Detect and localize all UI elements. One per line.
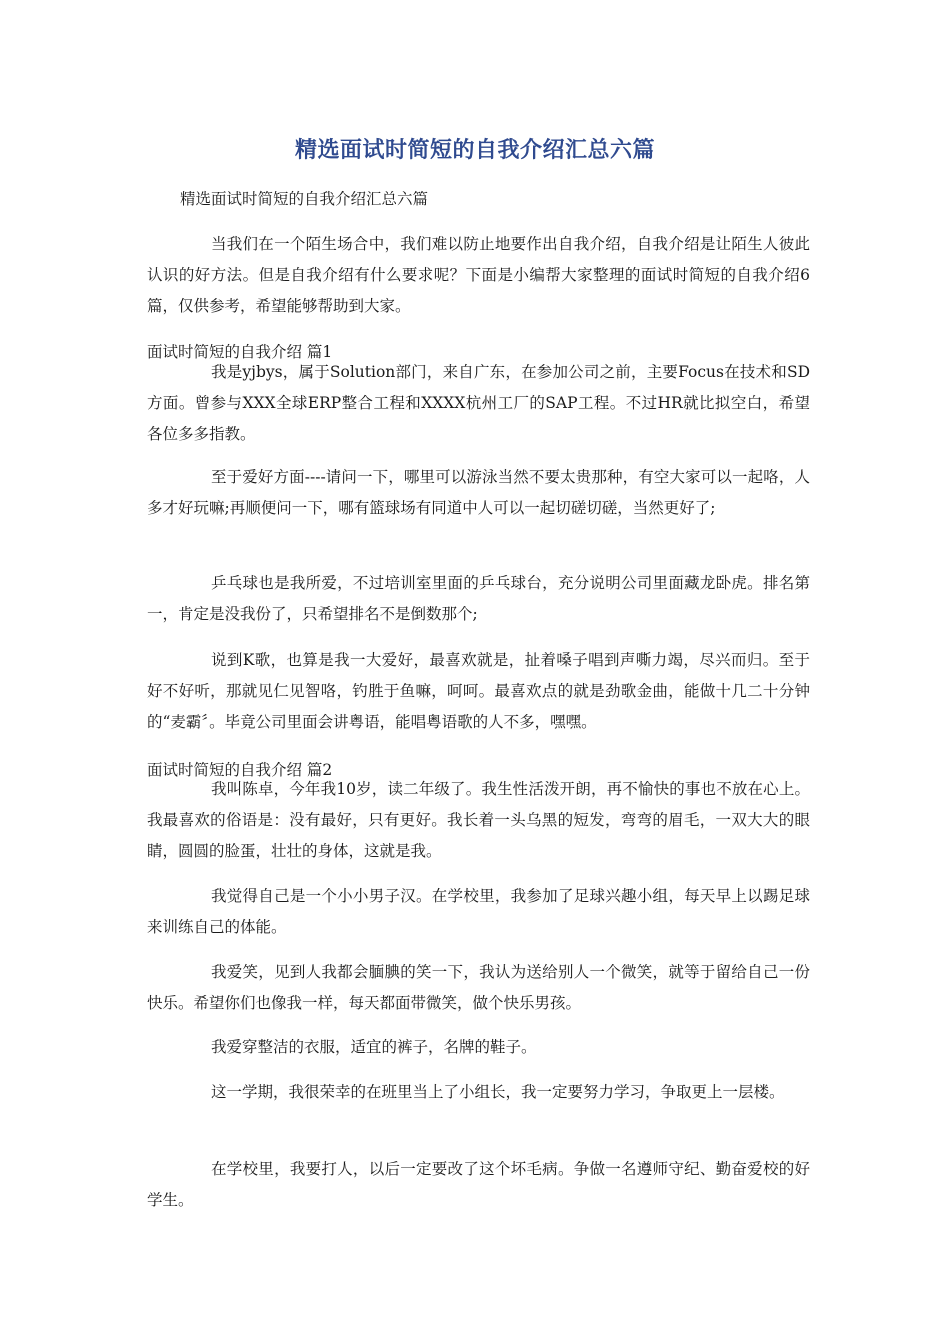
document-subtitle: 精选面试时简短的自我介绍汇总六篇 bbox=[180, 190, 429, 208]
section-1-paragraph-1: 我是yjbys，属于Solution部门，来自广东，在参加公司之前，主要Focus在技术和SD方面。曾参与XXX全球ERP整合工程和XXXX杭州工厂的SAP工程。不过HR就比拟空白，希望各位多多指教。 bbox=[147, 363, 810, 443]
section-2-paragraph-1: 我叫陈卓，今年我10岁，读二年级了。我生性活泼开朗，再不愉快的事也不放在心上。我最喜欢的俗语是：没有最好，只有更好。我长着一头乌黑的短发，弯弯的眉毛，一双大大的眼睛，圆圆的脸蛋，壮壮的身体，这就是我。 bbox=[147, 780, 810, 860]
section-2-paragraph-3: 我爱笑，见到人我都会腼腆的笑一下，我认为送给别人一个微笑，就等于留给自己一份快乐。希望你们也像我一样，每天都面带微笑，做个快乐男孩。 bbox=[147, 963, 810, 1012]
section-1-heading: 面试时简短的自我介绍 篇1 bbox=[147, 343, 333, 361]
section-2-heading: 面试时简短的自我介绍 篇2 bbox=[147, 761, 333, 779]
section-1-paragraph-4: 说到K歌，也算是我一大爱好，最喜欢就是，扯着嗓子唱到声嘶力竭，尽兴而归。至于好不好听，那就见仁见智咯，钓胜于鱼嘛，呵呵。最喜欢点的就是劲歌金曲，能做十几二十分钟的“麦霸〞。毕竟公司里面会讲粤语，能唱粤语歌的人不多，嘿嘿。 bbox=[147, 651, 810, 731]
section-1-paragraph-2: 至于爱好方面----请问一下，哪里可以游泳当然不要太贵那种，有空大家可以一起咯，人多才好玩嘛;再顺便问一下，哪有篮球场有同道中人可以一起切磋切磋，当然更好了; bbox=[147, 468, 810, 517]
section-2-paragraph-6: 在学校里，我要打人，以后一定要改了这个坏毛病。争做一名遵师守纪、勤奋爱校的好学生。 bbox=[147, 1160, 810, 1209]
section-1-paragraph-3: 乒乓球也是我所爱，不过培训室里面的乒乓球台，充分说明公司里面藏龙卧虎。排名第一，肯定是没我份了，只希望排名不是倒数那个; bbox=[147, 574, 810, 623]
section-2-paragraph-4: 我爱穿整洁的衣服，适宜的裤子，名牌的鞋子。 bbox=[211, 1038, 537, 1056]
document-title: 精选面试时简短的自我介绍汇总六篇 bbox=[294, 138, 655, 163]
section-2-paragraph-2: 我觉得自己是一个小小男子汉。在学校里，我参加了足球兴趣小组，每天早上以踢足球来训练自己的体能。 bbox=[147, 887, 810, 936]
section-2-paragraph-5: 这一学期，我很荣幸的在班里当上了小组长，我一定要努力学习，争取更上一层楼。 bbox=[211, 1083, 785, 1101]
intro-paragraph: 当我们在一个陌生场合中，我们难以防止地要作出自我介绍，自我介绍是让陌生人彼此认识的好方法。但是自我介绍有什么要求呢？下面是小编帮大家整理的面试时简短的自我介绍6篇，仅供参考，希望能够帮助到大家。 bbox=[147, 235, 810, 315]
